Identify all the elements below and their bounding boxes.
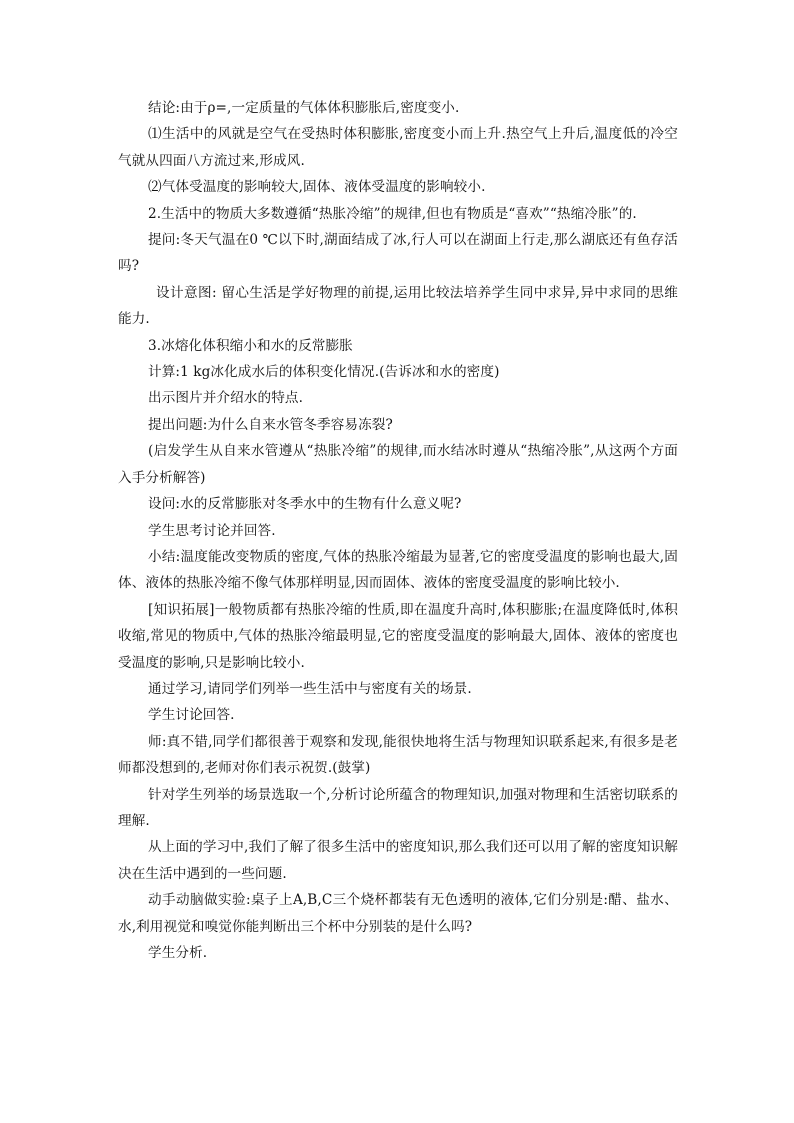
paragraph-conclusion: 结论:由于ρ=,一定质量的气体体积膨胀后,密度变小. [148,100,460,116]
paragraph-design-intent: 设计意图: 留心生活是学好物理的前提,运用比较法培养学生同中求异,异中求同的思维能力. [118,284,678,328]
paragraph-list-scenes: 通过学习,请同学们列举一些生活中与密度有关的场景. [148,680,472,697]
paragraph-question-meaning: 设问:水的反常膨胀对冬季水中的生物有什么意义呢? [148,496,462,513]
paragraph-analysis-scene: 针对学生列举的场景选取一个,分析讨论所蕴含的物理知识,加强对物理和生活密切联系的理解. [118,786,678,829]
paragraph-show-image: 出示图片并介绍水的特点. [148,390,304,407]
paragraph-discussion: 学生思考讨论并回答. [148,522,276,539]
paragraph-teacher-praise: 师:真不错,同学们都很善于观察和发现,能很快地将生活与物理知识联系起来,有很多是老师都没想到的,老师对你们表示祝贺.(鼓掌) [118,733,678,777]
paragraph-knowledge-extension: [知识拓展]一般物质都有热胀冷缩的性质,即在温度升高时,体积膨胀;在温度降低时,体积收缩,常见的物质中,气体的热胀冷缩最明显,它的密度受温度的影响最大,固体、液体的密度也受温度的影响,只是影响比较小. [118,601,678,671]
paragraph-experiment: 动手动脑做实验:桌子上A,B,C三个烧杯都装有无色透明的液体,它们分别是:醋、盐水、水,利用视觉和嗅觉你能判断出三个杯中分别装的是什么吗? [118,892,678,935]
paragraph-hint: (启发学生从自来水管遵从“热胀冷缩”的规律,而水结冰时遵从“热缩冷胀”,从这两个方面入手分析解答) [118,443,678,486]
paragraph-thermal-expansion: 2.生活中的物质大多数遵循“热胀冷缩”的规律,但也有物质是“喜欢”“热缩冷胀”的. [148,205,637,222]
section-heading-ice: 3.冰熔化体积缩小和水的反常膨胀 [148,337,353,354]
paragraph-summary: 小结:温度能改变物质的密度,气体的热胀冷缩最为显著,它的密度受温度的影响也最大,固体、液体的热胀冷缩不像气体那样明显,因而固体、液体的密度受温度的影响比较小. [118,548,678,592]
paragraph-gas-temperature: ⑵气体受温度的影响较大,固体、液体受温度的影响较小. [148,179,486,196]
paragraph-student-analysis: 学生分析. [148,945,208,961]
paragraph-wind: ⑴生活中的风就是空气在受热时体积膨胀,密度变小而上升.热空气上升后,温度低的冷空气就从四面八方流过来,形成风. [118,126,678,169]
paragraph-question-fish: 提问:冬天气温在0 ℃以下时,湖面结成了冰,行人可以在湖面上行走,那么湖底还有鱼存活吗? [118,232,678,275]
paragraph-question-pipe: 提出问题:为什么自来水管冬季容易冻裂? [148,416,393,433]
paragraph-students-answer: 学生讨论回答. [148,707,235,724]
document-body [118,95,678,966]
paragraph-apply-knowledge: 从上面的学习中,我们了解了很多生活中的密度知识,那么我们还可以用了解的密度知识解决在生活中遇到的一些问题. [118,839,678,882]
paragraph-calculation: 计算:1 kg冰化成水后的体积变化情况.(告诉冰和水的密度) [148,364,500,381]
